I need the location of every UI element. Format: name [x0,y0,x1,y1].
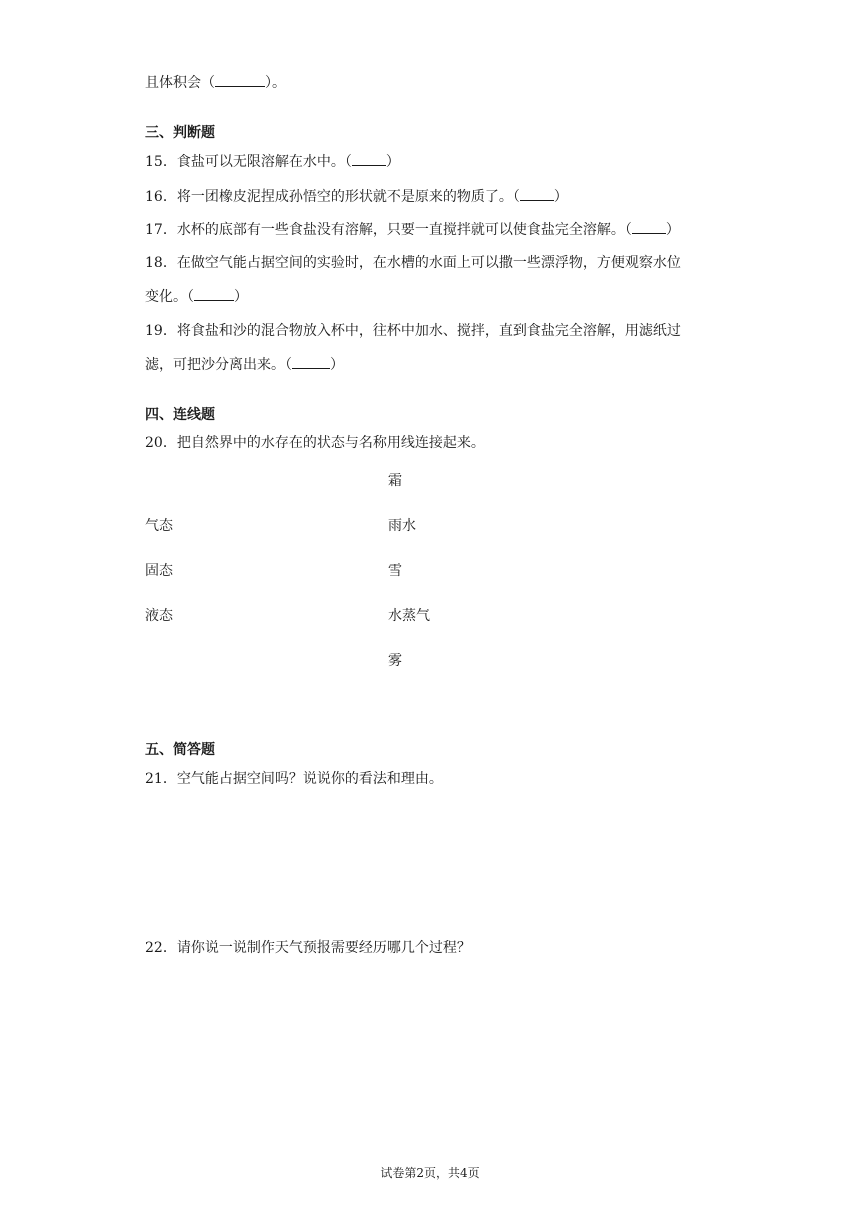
question-number: 19． [145,323,177,339]
question-number: 22． [145,940,177,956]
question-text: 空气能占据空间吗？说说你的看法和理由。 [176,771,443,787]
question-text: 把自然界中的水存在的状态与名称用线连接起来。 [176,435,485,451]
name-fog[interactable]: 雾 [388,653,402,669]
question-text: 食盐可以无限溶解在水中。（ [176,154,352,170]
question-22 [145,938,471,958]
question-text: 将食盐和沙的混合物放入杯中，往杯中加水、搅拌，直到食盐完全溶解，用滤纸过 [176,323,681,339]
name-rain[interactable]: 雨水 [388,518,416,534]
carryover-line [145,72,286,93]
question-number: 21． [145,771,177,787]
question-text: 请你说一说制作天气预报需要经历哪几个过程？ [176,940,471,956]
section-title-judgment: 三、判断题 [145,125,215,141]
question-end: ） [385,154,400,170]
carryover-text-before: 且体积会（ [145,75,215,91]
question-text: 将一团橡皮泥捏成孙悟空的形状就不是原来的物质了。（ [176,189,520,205]
question-19-line2 [145,354,344,375]
question-end: ） [330,357,344,373]
section-title-matching: 四、连线题 [145,407,215,423]
question-number: 16． [145,189,177,205]
question-text: 变化。（ [145,289,194,305]
name-snow[interactable]: 雪 [388,563,402,579]
question-text: 滤，可把沙分离出来。（ [145,357,292,373]
question-18-line1 [145,253,681,273]
question-15 [145,151,400,172]
question-number: 17． [145,222,177,238]
question-number: 18． [145,255,177,271]
answer-blank[interactable] [520,186,554,201]
answer-blank[interactable] [292,354,330,369]
question-number: 20． [145,435,177,451]
state-solid[interactable]: 固态 [145,563,173,579]
question-16 [145,186,568,207]
carryover-text-after: ）。 [265,75,286,91]
name-frost[interactable]: 霜 [388,473,402,489]
section-title-short-answer: 五、简答题 [145,742,215,758]
answer-blank[interactable] [194,286,234,301]
question-19-line1 [145,321,681,341]
question-end: ） [234,289,248,305]
question-text: 在做空气能占据空间的实验时，在水槽的水面上可以撒一些漂浮物，方便观察水位 [176,255,681,271]
page-footer: 试卷第2页，共4页 [380,1166,480,1180]
question-number: 15． [145,154,177,170]
question-20 [145,433,485,453]
state-gas[interactable]: 气态 [145,518,173,534]
answer-blank[interactable] [632,219,666,234]
question-21 [145,769,443,789]
name-water-vapor[interactable]: 水蒸气 [388,608,430,624]
question-end: ） [553,189,568,205]
question-text: 水杯的底部有一些食盐没有溶解，只要一直搅拌就可以使食盐完全溶解。（ [176,222,632,238]
question-17 [145,219,680,240]
answer-blank[interactable] [215,72,265,87]
answer-blank[interactable] [352,151,386,166]
question-end: ） [665,222,680,238]
state-liquid[interactable]: 液态 [145,608,173,624]
question-18-line2 [145,286,248,307]
